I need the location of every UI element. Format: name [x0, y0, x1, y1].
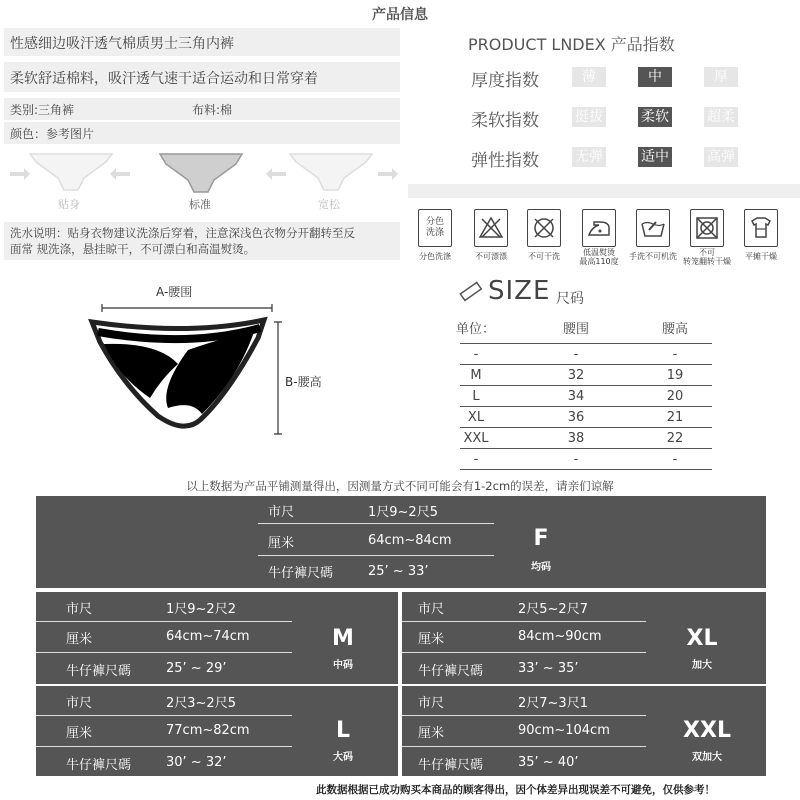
- panel-label: 市尺: [66, 696, 93, 711]
- size-cell: 38: [567, 431, 585, 446]
- elasticity-high: 高弹: [704, 147, 738, 167]
- wash-note: 洗水说明：贴身衣物建议洗涤后穿着，注意深浅色衣物分开翻转至反面常 规洗涤，悬挂晾干，不可漂白和高温熨烫。: [10, 226, 355, 256]
- thickness-thin: 薄: [572, 67, 606, 87]
- no-bleach-icon: [474, 209, 508, 247]
- size-header-height: 腰高: [661, 322, 688, 337]
- size-panel-l: [36, 686, 398, 776]
- size-header-waist: 腰围: [562, 322, 589, 337]
- panel-size: M: [332, 626, 354, 651]
- panel-label: 厘米: [268, 536, 295, 551]
- softness-ultra: 超柔: [704, 107, 738, 127]
- size-cell: 32: [567, 368, 585, 383]
- index-label-thickness: 厚度指数: [471, 71, 539, 91]
- panel-label: 牛仔褲尺碼: [66, 758, 132, 773]
- panel-size: XXL: [683, 718, 731, 743]
- size-note: 以上数据为产品平铺测量得出，因测量方式不同可能会有1-2cm的误差，请亲们谅解: [186, 479, 614, 493]
- panel-sub: 双加大: [692, 752, 722, 763]
- size-cell: L: [472, 389, 480, 404]
- size-table-line: [460, 343, 712, 344]
- product-desc: 柔软舒适棉料，吸汗透气速干适合运动和日常穿着: [10, 71, 318, 87]
- index-label-softness: 柔软指数: [471, 111, 539, 131]
- no-dry-clean-icon: [527, 209, 561, 247]
- panel-line: [258, 523, 494, 524]
- panel-value: 1尺9~2尺2: [166, 602, 236, 617]
- fabric: 布料:棉: [192, 103, 233, 117]
- care-label-flatdry: 平摊干燥: [745, 252, 777, 261]
- size-table-line: [460, 448, 712, 449]
- size-table-line: [460, 364, 712, 365]
- panel-value: 2尺7~3尺1: [518, 696, 588, 711]
- size-cell: XL: [467, 410, 485, 425]
- panel-label: 厘米: [418, 632, 445, 647]
- fit-label-loose: 宽松: [318, 198, 340, 211]
- panel-line: [36, 715, 292, 716]
- panel-label: 市尺: [418, 696, 445, 711]
- separate-wash-icon: 分色 洗涤: [418, 209, 452, 247]
- panel-sub: 大码: [333, 752, 353, 763]
- measure-b-label: B-腰高: [285, 375, 322, 389]
- size-panel-m: [36, 592, 398, 684]
- size-cell: -: [473, 347, 479, 362]
- ruler-icon: [458, 280, 482, 304]
- panel-size: XL: [686, 626, 718, 651]
- size-header-unit: 单位：: [456, 322, 496, 337]
- measure-b-line: [274, 322, 282, 434]
- index-label-elasticity: 弹性指数: [471, 151, 539, 171]
- panel-sub: 加大: [692, 660, 712, 671]
- size-cell: 34: [567, 389, 585, 404]
- size-cell: XXL: [463, 431, 489, 446]
- fit-label-tight: 贴身: [58, 198, 80, 211]
- size-cell: M: [470, 368, 482, 383]
- softness-firm: 挺拔: [572, 107, 606, 127]
- panel-value: 2尺3~2尺5: [166, 696, 236, 711]
- panel-label: 牛仔褲尺碼: [418, 758, 484, 773]
- elasticity-medium: 适中: [638, 147, 672, 167]
- panel-line: [36, 652, 292, 653]
- panel-line: [36, 621, 292, 622]
- size-title-cn: 尺码: [556, 291, 584, 307]
- panel-value: 1尺9~2尺5: [368, 505, 438, 520]
- panel-label: 市尺: [418, 602, 445, 617]
- index-divider: [408, 184, 800, 198]
- footer-note: 此数据根据已成功购买本商品的顾客得出，因个体差异出现误差不可避免，仅供参考！: [316, 784, 715, 796]
- panel-size: F: [533, 526, 549, 551]
- size-cell: -: [672, 452, 678, 467]
- page-title: 产品信息: [372, 7, 428, 23]
- softness-soft: 柔软: [638, 107, 672, 127]
- size-table: [456, 316, 716, 476]
- size-cell: -: [573, 347, 579, 362]
- panel-value: 84cm~90cm: [518, 629, 602, 644]
- arrow-right-icon: [10, 168, 30, 180]
- panel-sub: 均码: [531, 562, 551, 573]
- panel-line: [402, 715, 646, 716]
- panel-value: 30’ ~ 32’: [166, 755, 227, 770]
- product-name: 性感细边吸汗透气棉质男士三角内裤: [10, 36, 234, 52]
- size-panel-xxl: [402, 686, 766, 776]
- size-cell: 20: [666, 389, 684, 404]
- care-label-iron: 低温熨烫 最高110度: [579, 248, 619, 266]
- panel-label: 厘米: [66, 726, 93, 741]
- panel-value: 33’ ~ 35’: [518, 661, 579, 676]
- size-cell: -: [672, 347, 678, 362]
- panel-value: 2尺5~2尺7: [518, 602, 588, 617]
- size-table-line: [460, 469, 712, 470]
- size-cell: 36: [567, 410, 585, 425]
- measure-a-label: A-腰围: [156, 285, 193, 299]
- size-title: SIZE: [488, 276, 551, 306]
- color: 颜色：参考图片: [10, 127, 95, 141]
- size-panel-xl: [402, 592, 766, 684]
- care-label-separate: 分色洗涤: [419, 252, 451, 261]
- fit-label-standard: 标准: [189, 198, 211, 211]
- panel-line: [402, 652, 646, 653]
- care-label-bleach: 不可漂漂: [475, 252, 507, 261]
- size-cell: 21: [666, 410, 684, 425]
- panel-line: [36, 746, 292, 747]
- thickness-medium: 中: [638, 67, 672, 87]
- iron-low-icon: [582, 209, 616, 247]
- panel-value: 64cm~74cm: [166, 629, 250, 644]
- panel-value: 77cm~82cm: [166, 723, 250, 738]
- panel-label: 市尺: [268, 505, 295, 520]
- panel-label: 厘米: [66, 632, 93, 647]
- elasticity-none: 无弹: [572, 147, 606, 167]
- panel-line: [258, 555, 494, 556]
- panel-value: 64cm~84cm: [368, 533, 452, 548]
- panel-value: 90cm~104cm: [518, 723, 610, 738]
- size-panel-f: [36, 496, 766, 588]
- panel-label: 厘米: [418, 726, 445, 741]
- flat-dry-icon: [744, 209, 778, 247]
- no-tumble-dry-icon: [690, 209, 724, 247]
- fit-standard-shape: [160, 154, 242, 192]
- panel-line: [402, 746, 646, 747]
- size-cell: 19: [666, 368, 684, 383]
- hand-wash-icon: [636, 209, 670, 247]
- size-cell: 22: [666, 431, 684, 446]
- size-table-line: [460, 427, 712, 428]
- panel-label: 牛仔褲尺碼: [268, 566, 334, 581]
- category: 类别:三角裤: [10, 103, 75, 117]
- size-table-line: [460, 385, 712, 386]
- arrow-right-icon: [378, 168, 398, 180]
- panel-size: L: [335, 718, 351, 743]
- panel-line: [402, 621, 646, 622]
- panel-value: 25’ ~ 33’: [368, 564, 429, 579]
- panel-label: 市尺: [66, 602, 93, 617]
- fit-tight-shape: [30, 154, 112, 190]
- arrow-left-icon: [110, 168, 130, 180]
- panel-sub: 中码: [333, 660, 353, 671]
- care-label-handwash: 手洗不可机洗: [629, 252, 677, 261]
- index-header: PRODUCT LNDEX 产品指数: [468, 35, 675, 54]
- panel-label: 牛仔褲尺碼: [66, 664, 132, 679]
- fit-loose-shape: [290, 154, 372, 190]
- size-cell: -: [573, 452, 579, 467]
- measure-a-line: [102, 304, 272, 312]
- measurement-diagram: [88, 298, 288, 444]
- panel-label: 牛仔褲尺碼: [418, 664, 484, 679]
- size-cell: -: [473, 452, 479, 467]
- care-label-tumble: 不可 转笼翻转干燥: [683, 248, 731, 266]
- size-table-line: [460, 406, 712, 407]
- care-label-dryclean: 不可干洗: [528, 252, 560, 261]
- panel-value: 25’ ~ 29’: [166, 661, 227, 676]
- panel-value: 35’ ~ 40’: [518, 755, 579, 770]
- arrow-left-icon: [266, 168, 286, 180]
- thickness-thick: 厚: [704, 67, 738, 87]
